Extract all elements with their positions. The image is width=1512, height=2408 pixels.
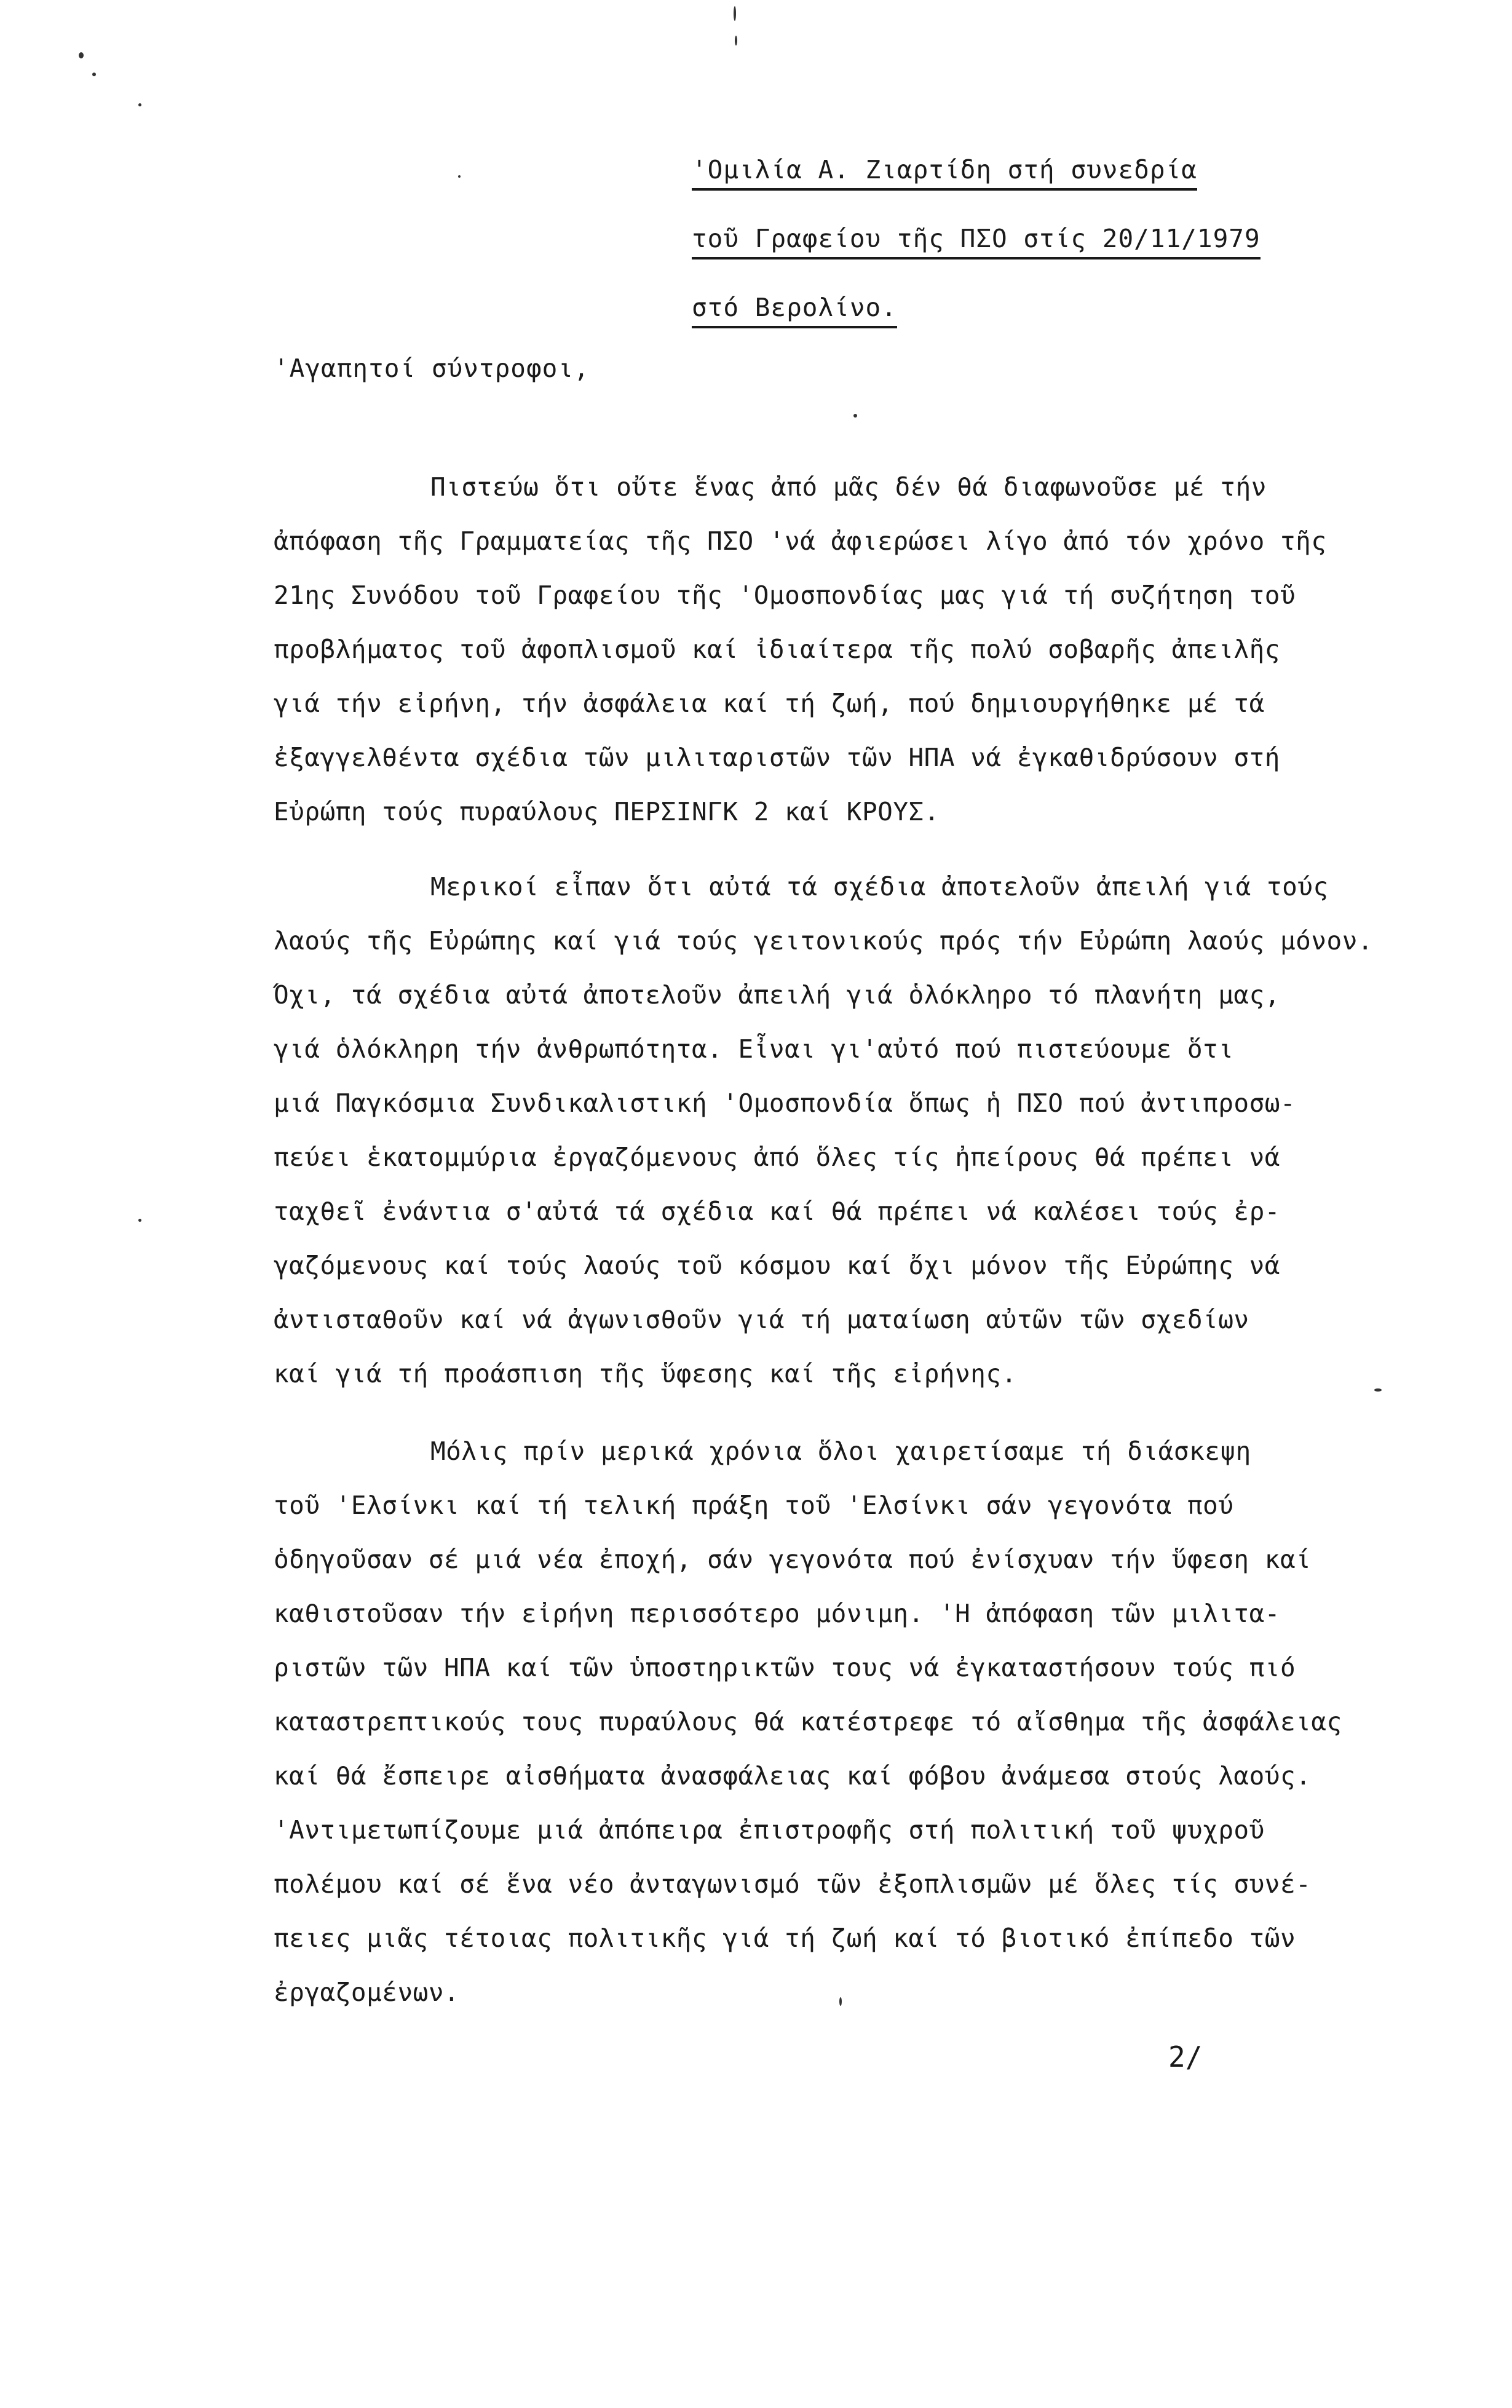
text-line: Μερικοί εἶπαν ὅτι αὐτά τά σχέδια ἀποτελοῦν ἀπειλή γιά τούς: [430, 872, 1329, 901]
text-line: Εὐρώπη τούς πυραύλους ΠΕΡΣΙΝΓΚ 2 καί ΚΡΟΥΣ.: [274, 797, 940, 826]
scan-speck: [853, 414, 857, 418]
page-number: 2/: [1168, 2040, 1203, 2073]
text-line: γιά ὁλόκληρη τήν ἀνθρωπότητα. Εἶναι γι'αὐτό πού πιστεύουμε ὅτι: [274, 1034, 1234, 1064]
text-line: ριστῶν τῶν ΗΠΑ καί τῶν ὑποστηρικτῶν τους νά ἐγκαταστήσουν τούς πιό: [274, 1653, 1296, 1682]
text-line: ὁδηγοῦσαν σέ μιά νέα ἐποχή, σάν γεγονότα πού ἐνίσχυαν τήν ὕφεση καί: [274, 1545, 1312, 1574]
text-line: λαούς τῆς Εὐρώπης καί γιά τούς γειτονικούς πρός τήν Εὐρώπη λαούς μόνον.: [274, 926, 1374, 956]
speech-heading: [692, 135, 1399, 342]
text-line: γιά τήν εἰρήνη, τήν ἀσφάλεια καί τή ζωή, πού δημιουργήθηκε μέ τά: [274, 689, 1265, 718]
scan-speck: [79, 52, 84, 58]
text-line: ἀντισταθοῦν καί νά ἀγωνισθοῦν γιά τή ματαίωση αὐτῶν τῶν σχεδίων: [274, 1305, 1249, 1334]
scan-speck: [92, 73, 96, 76]
text-line: καθιστοῦσαν τήν εἰρήνη περισσότερο μόνιμη. 'Η ἀπόφαση τῶν μιλιτα-: [274, 1599, 1280, 1628]
scan-speck: [1374, 1388, 1382, 1392]
text-line: ἐξαγγελθέντα σχέδια τῶν μιλιταριστῶν τῶν ΗΠΑ νά ἐγκαθιδρύσουν στή: [274, 743, 1280, 772]
text-line: καί γιά τή προάσπιση τῆς ὕφεσης καί τῆς εἰρήνης.: [274, 1359, 1017, 1388]
text-line: καταστρεπτικούς τους πυραύλους θά κατέστρεφε τό αἴσθημα τῆς ἀσφάλειας: [274, 1707, 1342, 1737]
text-line: ἀπόφαση τῆς Γραμματείας τῆς ΠΣΟ 'νά ἀφιερώσει λίγο ἀπό τόν χρόνο τῆς: [274, 526, 1327, 556]
text-line: τοῦ 'Ελσίνκι καί τή τελική πράξη τοῦ 'Ελσίνκι σάν γεγονότα πού: [274, 1491, 1234, 1520]
text-line: μιά Παγκόσμια Συνδικαλιστική 'Ομοσπονδία ὅπως ἡ ΠΣΟ πού ἀντιπροσω-: [274, 1088, 1296, 1118]
text-line: 21ης Συνόδου τοῦ Γραφείου τῆς 'Ομοσπονδίας μας γιά τή συζήτηση τοῦ: [274, 580, 1296, 610]
text-line: Όχι, τά σχέδια αὐτά ἀποτελοῦν ἀπειλή γιά ὁλόκληρο τό πλανήτη μας,: [274, 980, 1280, 1010]
text-line: καί θά ἔσπειρε αἰσθήματα ἀνασφάλειας καί φόβου ἀνάμεσα στούς λαούς.: [274, 1761, 1312, 1791]
text-line: πεύει ἑκατομμύρια ἐργαζόμενους ἀπό ὅλες τίς ἠπείρους θά πρέπει νά: [274, 1143, 1280, 1172]
text-line: Μόλις πρίν μερικά χρόνια ὅλοι χαιρετίσαμε τή διάσκεψη: [430, 1436, 1251, 1466]
text-line: προβλήματος τοῦ ἀφοπλισμοῦ καί ἰδιαίτερα τῆς πολύ σοβαρῆς ἀπειλῆς: [274, 635, 1280, 664]
text-line: Πιστεύω ὅτι οὔτε ἕνας ἀπό μᾶς δέν θά διαφωνοῦσε μέ τήν: [430, 472, 1267, 502]
salutation: 'Αγαπητοί σύντροφοι,: [274, 354, 590, 383]
scan-speck: [458, 175, 461, 178]
heading-line: τοῦ Γραφείου τῆς ΠΣΟ στίς 20/11/1979: [692, 204, 1399, 273]
text-line: 'Αντιμετωπίζουμε μιά ἀπόπειρα ἐπιστροφῆς στή πολιτική τοῦ ψυχροῦ: [274, 1815, 1265, 1845]
heading-line: 'Ομιλία Α. Ζιαρτίδη στή συνεδρία: [692, 135, 1399, 204]
scan-speck: [839, 1997, 842, 2006]
scan-speck: [138, 103, 141, 106]
text-line: γαζόμενους καί τούς λαούς τοῦ κόσμου καί ὄχι μόνον τῆς Εὐρώπης νά: [274, 1251, 1280, 1280]
scan-speck: [138, 1219, 141, 1222]
text-line: ἐργαζομένων.: [274, 1978, 460, 2007]
heading-line: στό Βερολίνο.: [692, 273, 1399, 342]
text-line: ταχθεῖ ἐνάντια σ'αὐτά τά σχέδια καί θά πρέπει νά καλέσει τούς ἐρ-: [274, 1197, 1280, 1226]
text-line: πειες μιᾶς τέτοιας πολιτικῆς γιά τή ζωή καί τό βιοτικό ἐπίπεδο τῶν: [274, 1923, 1296, 1953]
text-line: πολέμου καί σέ ἕνα νέο ἀνταγωνισμό τῶν ἐξοπλισμῶν μέ ὅλες τίς συνέ-: [274, 1869, 1312, 1899]
scan-speck: [735, 36, 737, 46]
scan-speck: [734, 6, 736, 21]
